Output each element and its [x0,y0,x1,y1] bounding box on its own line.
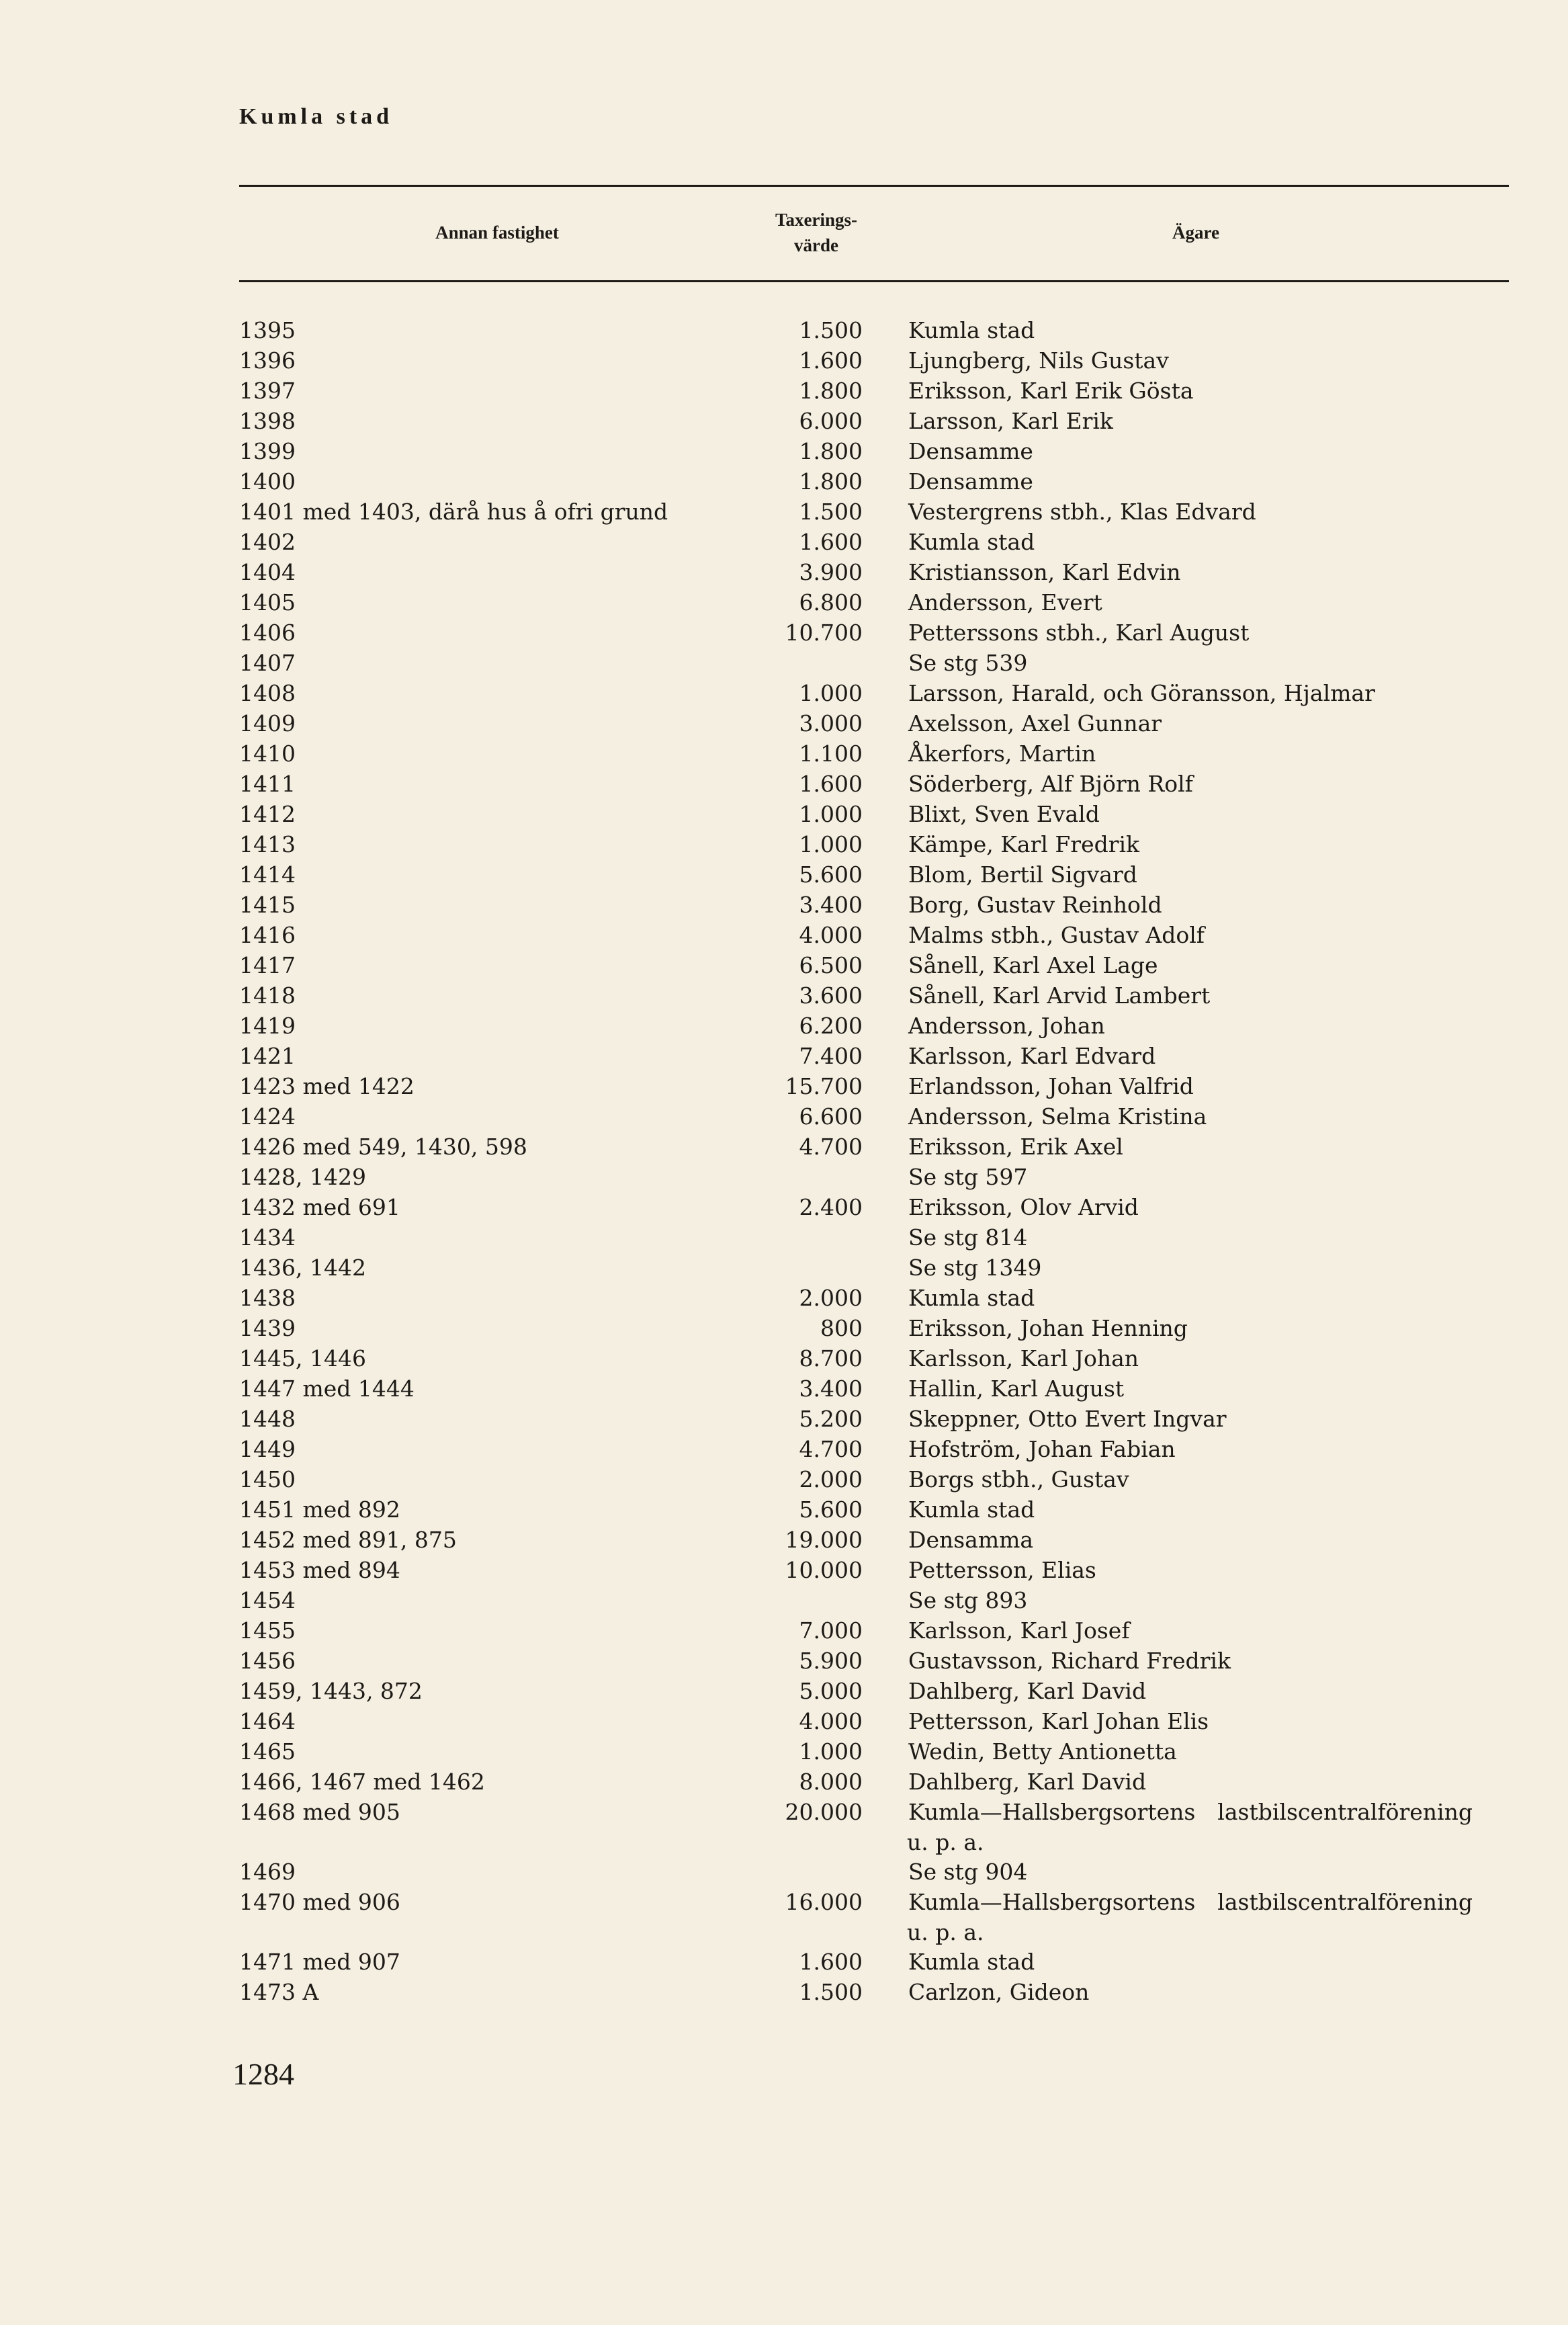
owner-cell: Kumla stad [908,1949,1035,1975]
owner-cell: Blixt, Sven Evald [908,801,1100,827]
property-cell: 1421 [239,1043,296,1069]
table-row [0,1222,1568,1253]
property-cell: 1426 med 549, 1430, 598 [239,1134,527,1160]
property-cell: 1438 [239,1285,296,1311]
table-row [0,406,1568,436]
owner-cell: Pettersson, Elias [908,1557,1096,1583]
owner-cell: Borgs stbh., Gustav [908,1466,1129,1492]
owner-cell: Kumla stad [908,1496,1035,1523]
property-cell: 1449 [239,1436,296,1462]
tax-value-cell: 1.600 [799,347,863,374]
column-header-property: Annan fastighet [435,222,559,243]
property-cell: 1450 [239,1466,296,1492]
table-row [0,1887,1568,1917]
owner-cell: Larsson, Karl Erik [908,408,1113,434]
tax-value-cell: 5.600 [799,1496,863,1523]
property-cell: 1453 med 894 [239,1557,400,1583]
tax-value-cell: 16.000 [785,1889,863,1915]
table-row [0,1947,1568,1977]
table-row [0,1404,1568,1434]
table-row [0,769,1568,799]
property-cell: 1434 [239,1224,296,1251]
tax-value-cell: 1.800 [799,378,863,404]
owner-cell: Sånell, Karl Arvid Lambert [908,982,1211,1009]
header-bottom-rule [239,280,1509,282]
owner-cell: Blom, Bertil Sigvard [908,861,1137,888]
property-cell: 1473 A [239,1979,319,2005]
table-row [0,890,1568,920]
tax-value-cell: 3.000 [799,710,863,736]
tax-value-cell: 1.500 [799,1979,863,2005]
table-row [0,315,1568,345]
owner-cell: Kumla stad [908,317,1035,343]
owner-cell: Se stg 1349 [908,1255,1042,1281]
owner-cell: Densamma [908,1527,1034,1553]
owner-cell: Kumla stad [908,1285,1035,1311]
table-row [0,1132,1568,1162]
property-cell: 1466, 1467 med 1462 [239,1769,485,1795]
table-row [0,829,1568,859]
property-cell: 1409 [239,710,296,736]
property-cell: 1419 [239,1013,296,1039]
table-row [0,1101,1568,1132]
tax-value-cell: 19.000 [785,1527,863,1553]
tax-value-cell: 8.000 [799,1769,863,1795]
property-cell: 1402 [239,529,296,555]
owner-cell [908,1797,1473,1827]
owner-part-left: Kumla—Hallsbergsortens [908,1889,1196,1915]
owner-cell: Dahlberg, Karl David [908,1678,1147,1704]
owner-cell: Söderberg, Alf Björn Rolf [908,771,1193,797]
tax-value-cell: 4.000 [799,922,863,948]
tax-value-cell: 6.000 [799,408,863,434]
owner-cell: Sånell, Karl Axel Lage [908,952,1158,978]
property-cell: 1451 med 892 [239,1496,400,1523]
column-header-tax-value [732,207,900,258]
property-cell: 1398 [239,408,296,434]
column-header-owner: Ägare [1172,222,1219,243]
tax-value-cell: 1.600 [799,529,863,555]
tax-value-cell: 6.600 [799,1103,863,1130]
table-row [0,1494,1568,1525]
table-row [0,1041,1568,1071]
tax-value-cell: 3.600 [799,982,863,1009]
tax-value-cell: 15.700 [785,1073,863,1099]
table-row [0,1071,1568,1101]
property-cell: 1406 [239,620,296,646]
owner-cell: Larsson, Harald, och Göransson, Hjalmar [908,680,1375,706]
table-row [0,1736,1568,1767]
owner-cell: Skeppner, Otto Evert Ingvar [908,1406,1227,1432]
owner-cell: Se stg 904 [908,1859,1028,1885]
owner-cell: Karlsson, Karl Johan [908,1345,1139,1371]
property-cell: 1456 [239,1648,296,1674]
table-row [0,1555,1568,1585]
property-cell: 1470 med 906 [239,1889,400,1915]
table-row [0,920,1568,950]
table-row [0,1767,1568,1797]
header-top-rule [239,185,1509,187]
table-row [0,1162,1568,1192]
owner-cell: Se stg 893 [908,1587,1028,1613]
property-cell: 1400 [239,468,296,495]
tax-value-cell: 2.400 [799,1194,863,1220]
owner-cell: Eriksson, Johan Henning [908,1315,1188,1341]
table-row [0,1434,1568,1464]
tax-value-cell: 5.000 [799,1678,863,1704]
property-cell: 1414 [239,861,296,888]
tax-value-cell: 4.700 [799,1436,863,1462]
property-cell: 1455 [239,1617,296,1644]
tax-value-cell: 1.800 [799,468,863,495]
property-cell: 1395 [239,317,296,343]
table-row [0,678,1568,708]
property-cell: 1417 [239,952,296,978]
table-row [0,738,1568,769]
tax-value-cell: 1.800 [799,438,863,464]
owner-cell: Andersson, Evert [908,589,1102,616]
table-row-continuation [0,1827,1568,1857]
owner-cell: Eriksson, Olov Arvid [908,1194,1139,1220]
table-row [0,980,1568,1011]
owner-cell: Karlsson, Karl Josef [908,1617,1130,1644]
property-cell: 1465 [239,1738,296,1765]
table-row [0,436,1568,466]
table-row [0,708,1568,738]
table-row [0,1373,1568,1404]
property-cell: 1408 [239,680,296,706]
tax-value-cell: 1.000 [799,1738,863,1765]
table-row [0,1253,1568,1283]
table-row [0,1585,1568,1615]
table-row [0,799,1568,829]
table-row [0,950,1568,980]
tax-value-cell: 6.200 [799,1013,863,1039]
property-cell: 1428, 1429 [239,1164,366,1190]
owner-cell: Dahlberg, Karl David [908,1769,1147,1795]
property-cell: 1448 [239,1406,296,1432]
owner-cell: Hofström, Johan Fabian [908,1436,1176,1462]
table-row [0,1192,1568,1222]
owner-part-right: lastbilscentralförening [1217,1889,1473,1915]
table-row [0,1676,1568,1706]
property-cell: 1397 [239,378,296,404]
tax-value-cell: 3.400 [799,1376,863,1402]
property-cell: 1469 [239,1859,296,1885]
owner-cell [908,1887,1473,1917]
table-row [0,1797,1568,1827]
table-row [0,527,1568,557]
running-head: Kumla stad [239,104,394,129]
owner-cell: Petterssons stbh., Karl August [908,620,1250,646]
tax-value-cell: 10.700 [785,620,863,646]
owner-cell: Axelsson, Axel Gunnar [908,710,1162,736]
property-cell: 1411 [239,771,296,797]
property-cell: 1415 [239,892,296,918]
page-number: 1284 [232,2057,294,2091]
tax-value-cell: 1.000 [799,801,863,827]
property-cell: 1416 [239,922,296,948]
owner-cell: Densamme [908,468,1033,495]
owner-cell: Se stg 539 [908,650,1028,676]
property-cell: 1454 [239,1587,296,1613]
table-row [0,557,1568,587]
property-cell: 1412 [239,801,296,827]
owner-cell: Erlandsson, Johan Valfrid [908,1073,1194,1099]
owner-cell: Hallin, Karl August [908,1376,1125,1402]
tax-value-cell: 4.000 [799,1708,863,1734]
property-cell: 1413 [239,831,296,857]
property-cell: 1404 [239,559,296,585]
owner-cell: Karlsson, Karl Edvard [908,1043,1156,1069]
property-cell: 1399 [239,438,296,464]
property-cell: 1418 [239,982,296,1009]
tax-value-cell: 1.100 [799,741,863,767]
owner-cell: Eriksson, Erik Axel [908,1134,1123,1160]
owner-cell: Andersson, Selma Kristina [908,1103,1207,1130]
property-cell: 1452 med 891, 875 [239,1527,457,1553]
owner-cell: Kristiansson, Karl Edvin [908,559,1181,585]
owner-cell: Andersson, Johan [908,1013,1105,1039]
table-row [0,1977,1568,2007]
property-cell: 1439 [239,1315,296,1341]
tax-value-cell: 7.000 [799,1617,863,1644]
owner-cell: Borg, Gustav Reinhold [908,892,1162,918]
property-table [0,315,1568,2007]
property-cell: 1405 [239,589,296,616]
owner-continuation-cell: u. p. a. [907,1919,984,1945]
tax-value-cell: 1.000 [799,831,863,857]
column-header-tax-line2: värde [794,235,838,255]
tax-value-cell: 1.600 [799,771,863,797]
table-row [0,497,1568,527]
column-header-tax-line1: Taxerings- [775,210,857,230]
property-cell: 1432 med 691 [239,1194,400,1220]
table-row-continuation [0,1917,1568,1947]
property-cell: 1424 [239,1103,296,1130]
table-row [0,587,1568,618]
table-row [0,345,1568,376]
owner-cell: Pettersson, Karl Johan Elis [908,1708,1209,1734]
tax-value-cell: 3.400 [799,892,863,918]
table-row [0,1525,1568,1555]
owner-cell: Eriksson, Karl Erik Gösta [908,378,1194,404]
tax-value-cell: 4.700 [799,1134,863,1160]
tax-value-cell: 2.000 [799,1466,863,1492]
owner-cell: Gustavsson, Richard Fredrik [908,1648,1231,1674]
property-cell: 1423 med 1422 [239,1073,415,1099]
owner-cell: Carlzon, Gideon [908,1979,1090,2005]
table-row [0,618,1568,648]
tax-value-cell: 1.600 [799,1949,863,1975]
owner-cell: Vestergrens stbh., Klas Edvard [908,499,1256,525]
tax-value-cell: 1.000 [799,680,863,706]
property-cell: 1468 med 905 [239,1799,400,1825]
tax-value-cell: 10.000 [785,1557,863,1583]
table-row [0,376,1568,406]
property-cell: 1396 [239,347,296,374]
table-row [0,648,1568,678]
owner-cell: Malms stbh., Gustav Adolf [908,922,1205,948]
property-cell: 1445, 1446 [239,1345,366,1371]
tax-value-cell: 7.400 [799,1043,863,1069]
property-cell: 1464 [239,1708,296,1734]
tax-value-cell: 8.700 [799,1345,863,1371]
tax-value-cell: 5.200 [799,1406,863,1432]
owner-cell: Ljungberg, Nils Gustav [908,347,1169,374]
table-row [0,1283,1568,1313]
table-row [0,1011,1568,1041]
tax-value-cell: 6.500 [799,952,863,978]
property-cell: 1407 [239,650,296,676]
property-cell: 1447 med 1444 [239,1376,415,1402]
tax-value-cell: 800 [820,1315,863,1341]
table-row [0,859,1568,890]
table-row [0,1343,1568,1373]
property-cell: 1471 med 907 [239,1949,400,1975]
owner-cell: Åkerfors, Martin [908,741,1096,767]
table-row [0,1706,1568,1736]
property-cell: 1436, 1442 [239,1255,366,1281]
table-row [0,1313,1568,1343]
tax-value-cell: 5.600 [799,861,863,888]
tax-value-cell: 1.500 [799,317,863,343]
owner-continuation-cell: u. p. a. [907,1829,984,1855]
owner-cell: Se stg 597 [908,1164,1028,1190]
owner-cell: Kumla stad [908,529,1035,555]
owner-part-right: lastbilscentralförening [1217,1799,1473,1825]
owner-cell: Kämpe, Karl Fredrik [908,831,1140,857]
table-row [0,1646,1568,1676]
owner-cell: Wedin, Betty Antionetta [908,1738,1177,1765]
owner-cell: Densamme [908,438,1033,464]
property-cell: 1459, 1443, 872 [239,1678,423,1704]
property-cell: 1410 [239,741,296,767]
tax-value-cell: 20.000 [785,1799,863,1825]
tax-value-cell: 3.900 [799,559,863,585]
tax-value-cell: 6.800 [799,589,863,616]
table-row [0,466,1568,497]
table-row [0,1615,1568,1646]
table-row [0,1464,1568,1494]
property-cell: 1401 med 1403, därå hus å ofri grund [239,499,668,525]
tax-value-cell: 5.900 [799,1648,863,1674]
table-row [0,1857,1568,1887]
tax-value-cell: 1.500 [799,499,863,525]
tax-value-cell: 2.000 [799,1285,863,1311]
owner-cell: Se stg 814 [908,1224,1028,1251]
owner-part-left: Kumla—Hallsbergsortens [908,1799,1196,1825]
